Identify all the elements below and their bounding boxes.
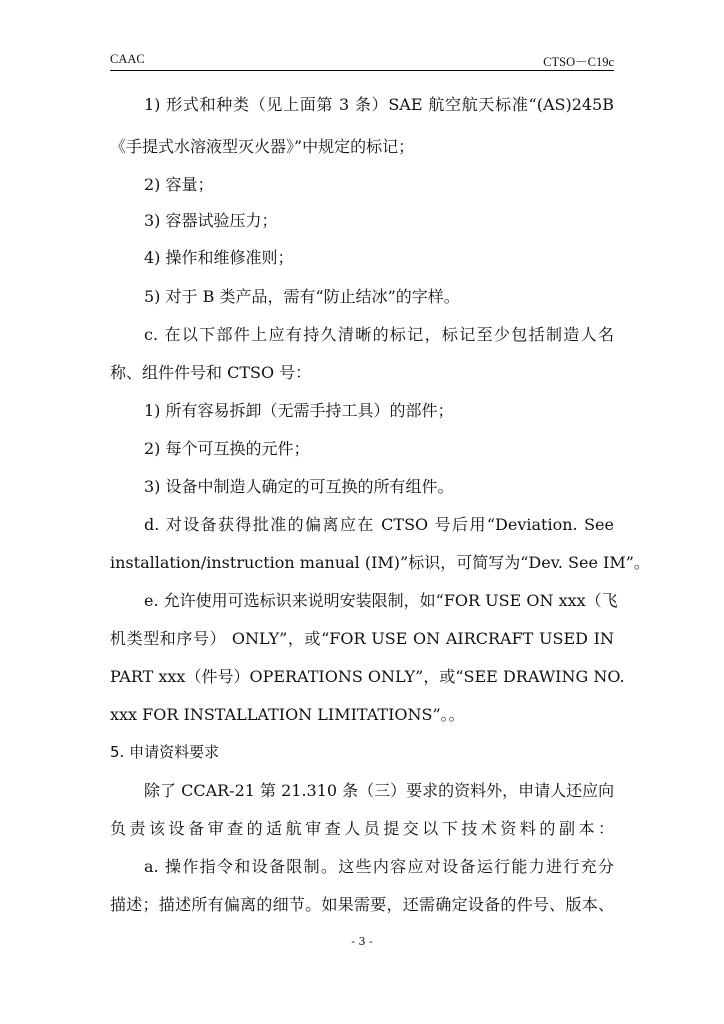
text-line: 2) 每个可互换的元件； xyxy=(144,439,310,458)
section-heading: 5. 申请资料要求 xyxy=(110,743,220,761)
text-line: 负责该设备审查的适航审查人员提交以下技术资料的副本： xyxy=(110,819,614,838)
text-line: 机类型和序号） ONLY”，或“FOR USE ON AIRCRAFT USED IN xyxy=(110,629,614,648)
text-line: 3) 设备中制造人确定的可互换的所有组件。 xyxy=(144,477,454,496)
text-line: 《手提式水溶液型灭火器》”中规定的标记； xyxy=(110,137,415,156)
text-line: 4) 操作和维修准则； xyxy=(144,248,294,267)
header-right: CTSO－C19c xyxy=(543,55,614,69)
text-line: xxx FOR INSTALLATION LIMITATIONS”。。 xyxy=(110,705,465,724)
text-line: 5) 对于 B 类产品，需有“防止结冰”的字样。 xyxy=(144,287,460,306)
text-line: 1) 所有容易拆卸（无需手持工具）的部件； xyxy=(144,401,454,420)
text-line: 2) 容量； xyxy=(144,175,214,194)
text-line: 除了 CCAR-21 第 21.310 条（三）要求的资料外，申请人还应向 xyxy=(144,781,615,800)
text-line: installation/instruction manual (IM)”标识，可简写为“Dev. See IM”。 xyxy=(110,553,650,572)
text-line: a. 操作指令和设备限制。这些内容应对设备运行能力进行充分 xyxy=(144,857,614,876)
text-line: 1) 形式和种类（见上面第 3 条）SAE 航空航天标准“(AS)245B xyxy=(144,95,614,114)
text-line: d. 对设备获得批准的偏离应在 CTSO 号后用“Deviation. See xyxy=(144,515,614,534)
page-header xyxy=(110,52,614,67)
text-line: c. 在以下部件上应有持久清晰的标记，标记至少包括制造人名 xyxy=(144,325,614,344)
text-line: 描述；描述所有偏离的细节。如果需要，还需确定设备的件号、版本、 xyxy=(110,895,614,914)
header-rule xyxy=(110,70,614,71)
page-number: - 3 - xyxy=(351,935,373,948)
text-line: PART xxx（件号）OPERATIONS ONLY”，或“SEE DRAWING NO. xyxy=(110,667,625,686)
text-line: e. 允许使用可选标识来说明安装限制，如“FOR USE ON xxx（飞 xyxy=(144,591,618,610)
text-line: 称、组件件号和 CTSO 号： xyxy=(110,363,312,382)
header-left: CAAC xyxy=(110,52,145,66)
text-line: 3) 容器试验压力； xyxy=(144,211,278,230)
